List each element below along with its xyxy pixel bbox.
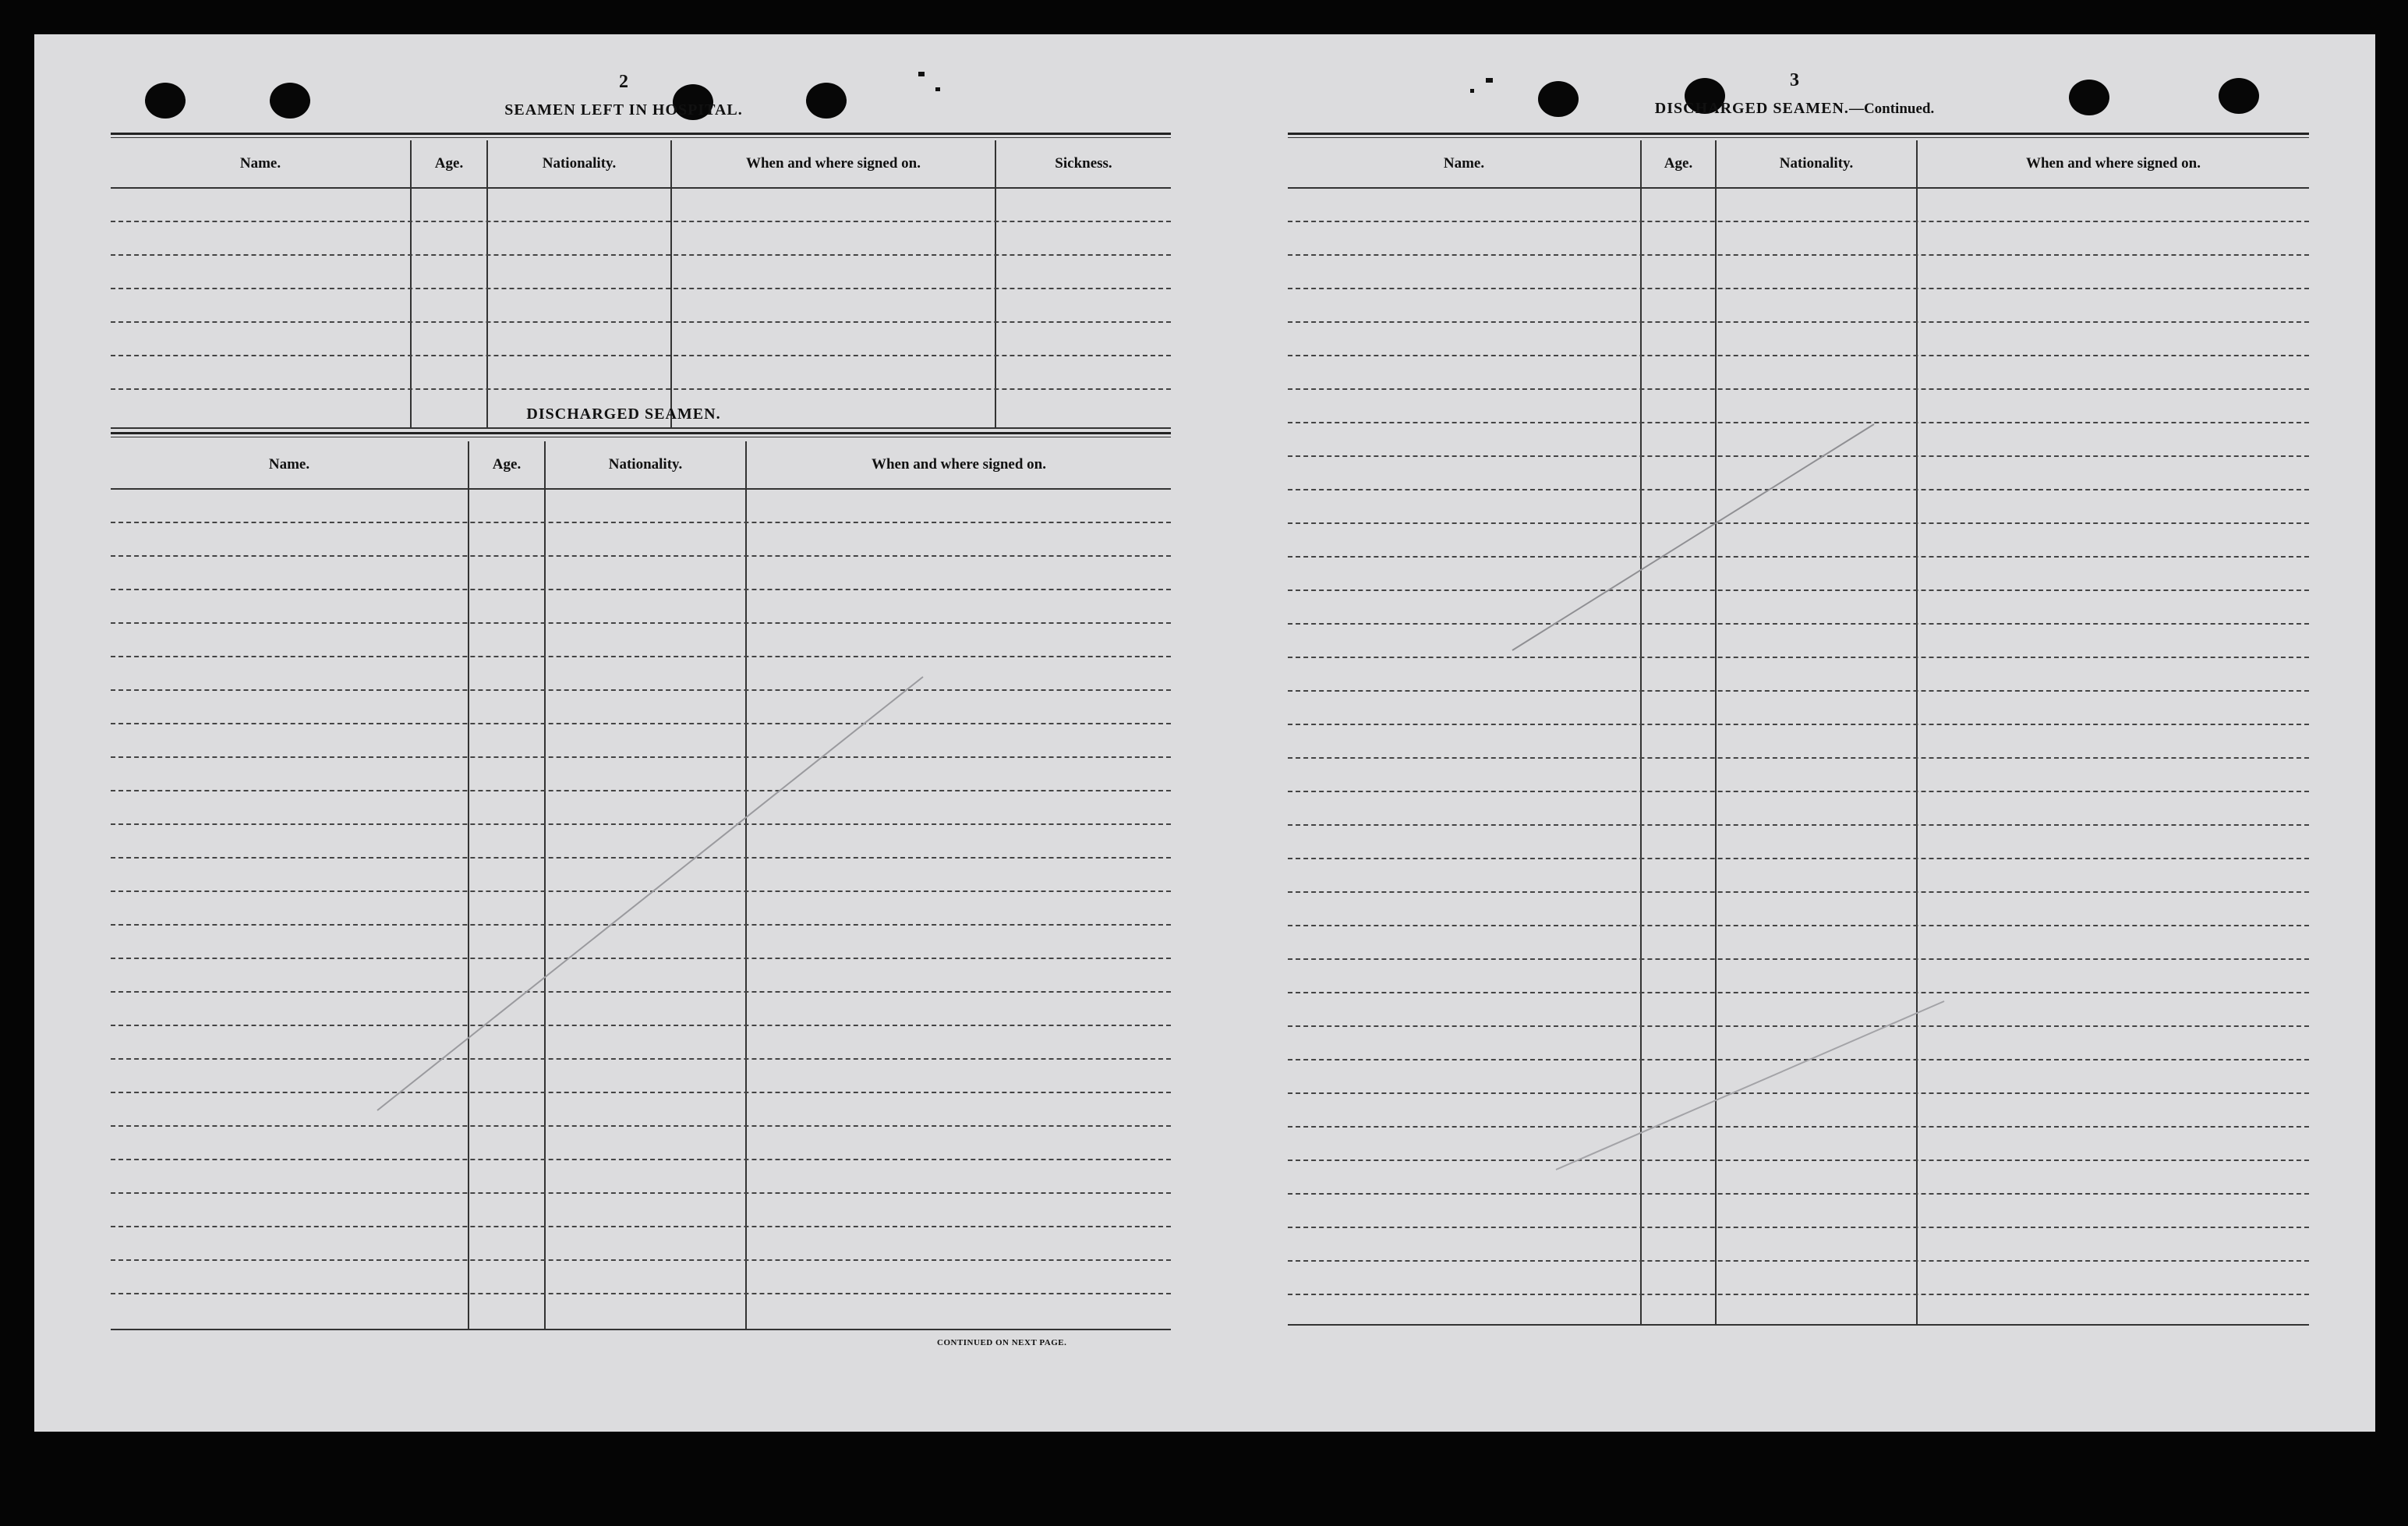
entry-line bbox=[111, 221, 1171, 222]
speck bbox=[935, 87, 940, 91]
column-header-name: Name. bbox=[268, 456, 310, 473]
entry-line bbox=[111, 555, 1171, 557]
entry-line bbox=[111, 1092, 1171, 1093]
entry-line bbox=[111, 1125, 1171, 1127]
column-header-sickness: Sickness. bbox=[1055, 155, 1112, 172]
column-header-age: Age. bbox=[434, 155, 464, 172]
entry-line bbox=[1288, 891, 2309, 893]
column-header-nationality: Nationality. bbox=[1779, 155, 1854, 172]
column-divider bbox=[486, 140, 488, 429]
section-title-discharged-continued bbox=[1655, 100, 1934, 118]
column-divider bbox=[468, 441, 469, 1330]
hospital-table bbox=[111, 140, 1171, 429]
entry-line bbox=[1288, 724, 2309, 725]
entry-line bbox=[1288, 590, 2309, 591]
punch-hole bbox=[1538, 81, 1579, 117]
column-header-signed-on: When and where signed on. bbox=[745, 155, 921, 172]
entry-line bbox=[1288, 556, 2309, 558]
speck bbox=[1486, 78, 1493, 83]
speck bbox=[918, 72, 925, 76]
entry-line bbox=[1288, 690, 2309, 692]
entry-line bbox=[1288, 858, 2309, 859]
entry-line bbox=[1288, 623, 2309, 625]
page-number-right: 3 bbox=[1790, 70, 1799, 90]
discharged-table-left bbox=[111, 441, 1171, 1330]
header-underline bbox=[111, 187, 1171, 189]
punch-hole bbox=[270, 83, 310, 119]
entry-line bbox=[1288, 288, 2309, 289]
entry-line bbox=[111, 355, 1171, 356]
entry-line bbox=[111, 656, 1171, 657]
entry-line bbox=[1288, 321, 2309, 323]
entry-line bbox=[1288, 1227, 2309, 1228]
entry-line bbox=[111, 1259, 1171, 1261]
entry-line bbox=[1288, 1160, 2309, 1161]
entry-line bbox=[1288, 254, 2309, 256]
entry-line bbox=[111, 958, 1171, 959]
entry-line bbox=[111, 1226, 1171, 1227]
table-bottom-rule bbox=[111, 1329, 1171, 1330]
entry-line bbox=[111, 924, 1171, 926]
entry-line bbox=[111, 890, 1171, 892]
entry-line bbox=[1288, 388, 2309, 390]
entry-line bbox=[1288, 791, 2309, 792]
entry-line bbox=[1288, 1126, 2309, 1128]
entry-line bbox=[111, 1058, 1171, 1060]
double-rule bbox=[1288, 133, 2309, 138]
section-title-discharged: DISCHARGED SEAMEN. bbox=[526, 405, 721, 423]
entry-line bbox=[1288, 221, 2309, 222]
entry-line bbox=[111, 723, 1171, 724]
double-rule bbox=[111, 133, 1171, 138]
entry-line bbox=[111, 689, 1171, 691]
entry-line bbox=[111, 622, 1171, 624]
column-divider bbox=[410, 140, 412, 429]
page-number-left: 2 bbox=[619, 72, 628, 92]
punch-hole bbox=[2069, 80, 2109, 115]
column-header-signed-on: When and where signed on. bbox=[871, 456, 1046, 473]
entry-line bbox=[1288, 1294, 2309, 1295]
column-divider bbox=[1916, 140, 1918, 1326]
column-divider bbox=[1715, 140, 1717, 1326]
entry-line bbox=[111, 1192, 1171, 1194]
table-bottom-rule bbox=[111, 427, 1171, 429]
heading-main: DISCHARGED SEAMEN. bbox=[1654, 100, 1849, 117]
entry-line bbox=[111, 288, 1171, 289]
column-divider bbox=[544, 441, 546, 1330]
entry-line bbox=[111, 1025, 1171, 1026]
entry-line bbox=[111, 321, 1171, 323]
entry-line bbox=[111, 991, 1171, 993]
entry-line bbox=[111, 254, 1171, 256]
section-title-hospital: SEAMEN LEFT IN HOSPITAL. bbox=[504, 101, 743, 119]
double-rule bbox=[111, 432, 1171, 437]
entry-line bbox=[1288, 1059, 2309, 1060]
heading-suffix: —Continued. bbox=[1848, 101, 1935, 117]
discharged-table-right bbox=[1288, 140, 2309, 1326]
entry-line bbox=[1288, 992, 2309, 993]
entry-line bbox=[111, 388, 1171, 390]
entry-line bbox=[1288, 489, 2309, 490]
entry-line bbox=[111, 756, 1171, 758]
column-header-nationality: Nationality. bbox=[608, 456, 683, 473]
table-bottom-rule bbox=[1288, 1324, 2309, 1326]
column-header-age: Age. bbox=[1664, 155, 1693, 172]
entry-line bbox=[1288, 657, 2309, 658]
entry-line bbox=[1288, 958, 2309, 960]
speck bbox=[1470, 89, 1474, 93]
column-header-age: Age. bbox=[492, 456, 522, 473]
column-divider bbox=[995, 140, 996, 429]
column-header-name: Name. bbox=[239, 155, 281, 172]
entry-line bbox=[111, 823, 1171, 825]
entry-line bbox=[1288, 1092, 2309, 1094]
column-divider bbox=[1640, 140, 1642, 1326]
header-underline bbox=[111, 488, 1171, 490]
column-divider bbox=[745, 441, 747, 1330]
entry-line bbox=[1288, 1193, 2309, 1195]
entry-line bbox=[1288, 757, 2309, 759]
document-sheet bbox=[34, 34, 2375, 1432]
entry-line bbox=[111, 589, 1171, 590]
column-header-nationality: Nationality. bbox=[542, 155, 617, 172]
punch-hole bbox=[806, 83, 847, 119]
continued-note: CONTINUED ON NEXT PAGE. bbox=[937, 1338, 1067, 1347]
entry-line bbox=[1288, 1025, 2309, 1027]
entry-line bbox=[1288, 925, 2309, 926]
entry-line bbox=[111, 1293, 1171, 1294]
punch-hole bbox=[2219, 78, 2259, 114]
entry-line bbox=[111, 1159, 1171, 1160]
punch-hole bbox=[145, 83, 186, 119]
entry-line bbox=[111, 857, 1171, 859]
entry-line bbox=[1288, 1260, 2309, 1262]
entry-line bbox=[1288, 455, 2309, 457]
column-header-signed-on: When and where signed on. bbox=[2025, 155, 2201, 172]
entry-line bbox=[111, 790, 1171, 791]
entry-line bbox=[1288, 522, 2309, 524]
entry-line bbox=[1288, 422, 2309, 423]
entry-line bbox=[1288, 355, 2309, 356]
header-underline bbox=[1288, 187, 2309, 189]
column-divider bbox=[670, 140, 672, 429]
entry-line bbox=[1288, 824, 2309, 826]
entry-line bbox=[111, 522, 1171, 523]
column-header-name: Name. bbox=[1443, 155, 1485, 172]
